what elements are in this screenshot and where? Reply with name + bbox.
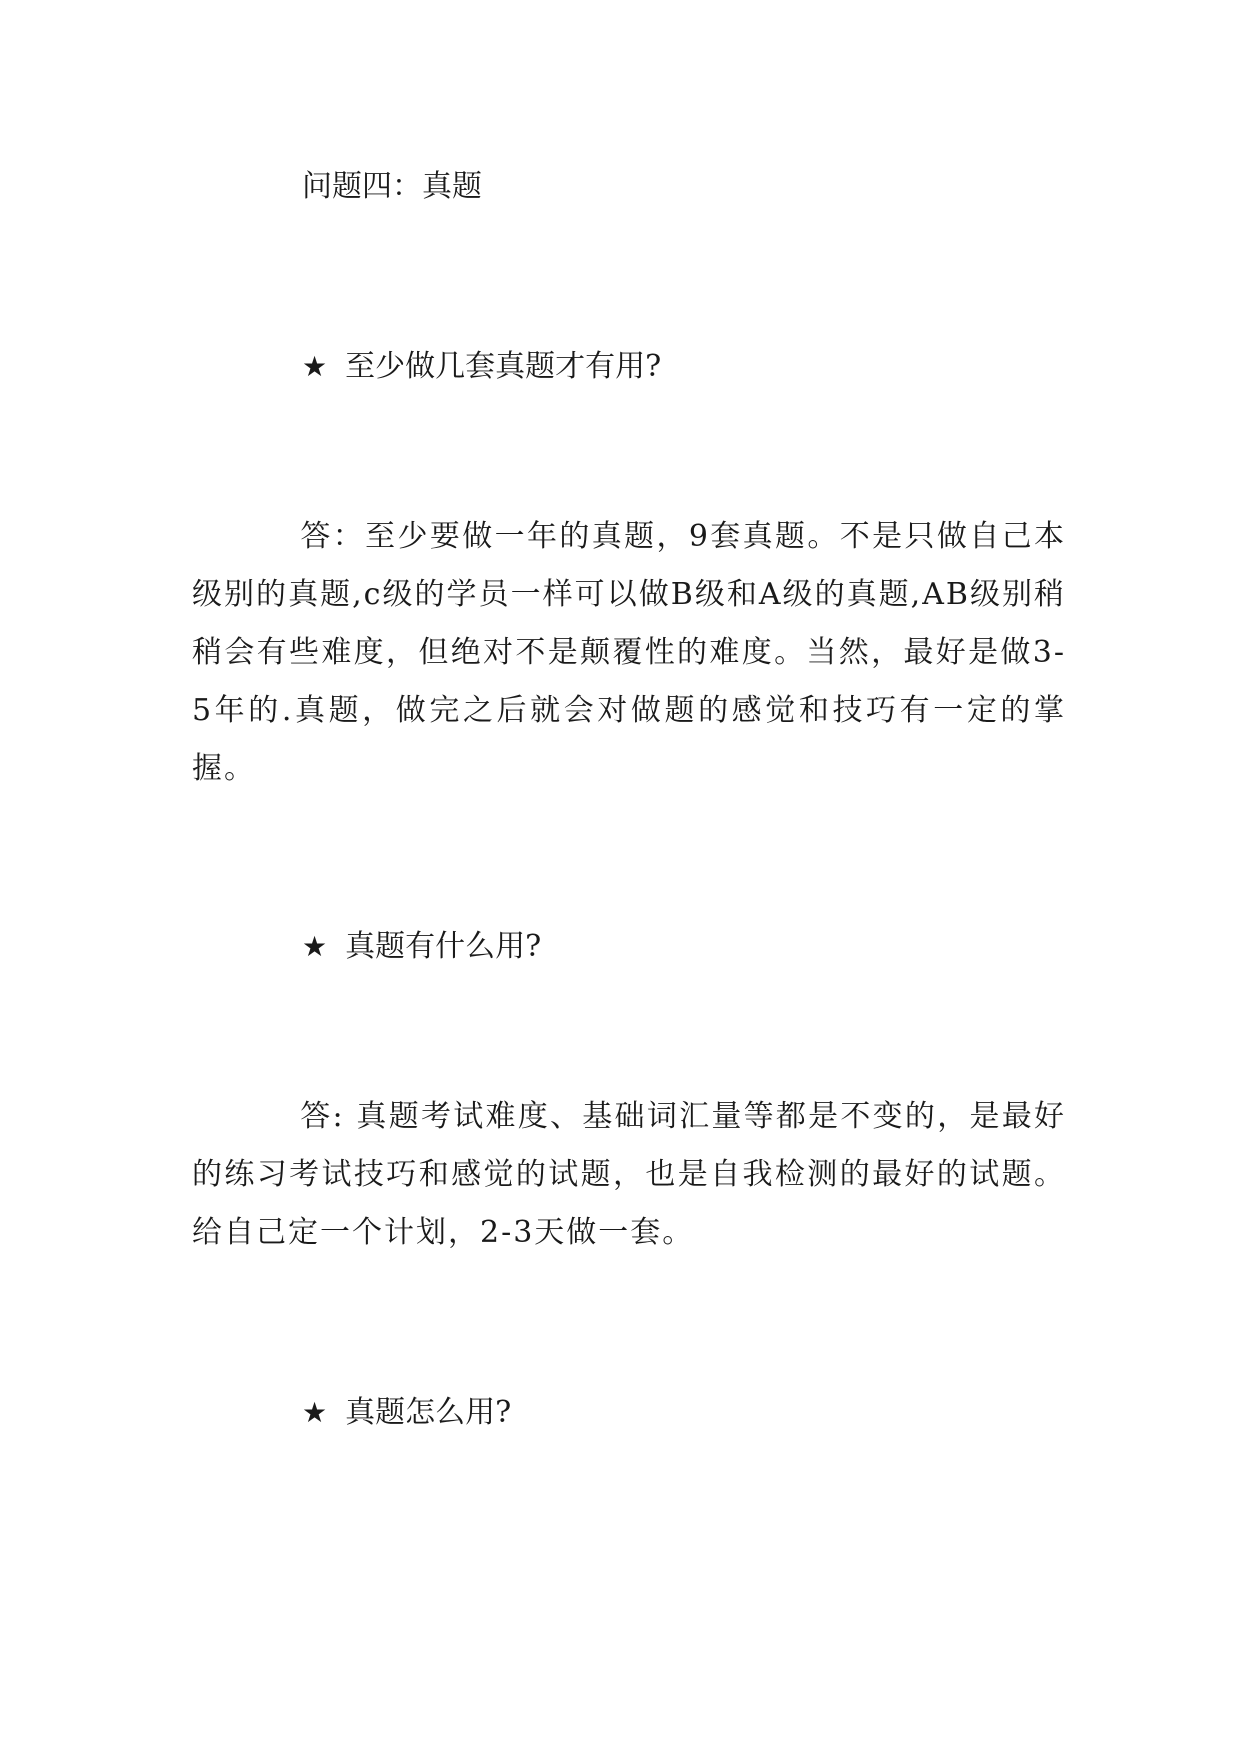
star-icon: ★ xyxy=(302,930,328,963)
answer-2 xyxy=(192,1088,1066,1262)
question-3-text: 真题怎么用? xyxy=(345,1395,512,1430)
question-2-text: 真题有什么用? xyxy=(345,929,542,964)
answer-2-text: 答: 真题考试难度、基础词汇量等都是不变的，是最好的练习考试技巧和感觉的试题，也是自我检测的最好的试题。给自己定一个计划，2-3天做一套。 xyxy=(192,1099,1066,1250)
question-1-text: 至少做几套真题才有用? xyxy=(345,349,662,384)
question-3 xyxy=(302,1384,511,1442)
star-icon: ★ xyxy=(302,1396,328,1429)
star-icon: ★ xyxy=(302,350,328,383)
question-2 xyxy=(302,918,541,976)
question-1 xyxy=(302,338,661,396)
section-heading: 问题四：真题 xyxy=(302,169,482,204)
answer-1 xyxy=(192,508,1066,798)
answer-1-text: 答：至少要做一年的真题，9套真题。不是只做自己本级别的真题,c级的学员一样可以做B级和A级的真题,AB级别稍稍会有些难度，但绝对不是颠覆性的难度。当然，最好是做3-5年的.真题，做完之后就会对做题的感觉和技巧有一定的掌握。 xyxy=(192,519,1066,786)
